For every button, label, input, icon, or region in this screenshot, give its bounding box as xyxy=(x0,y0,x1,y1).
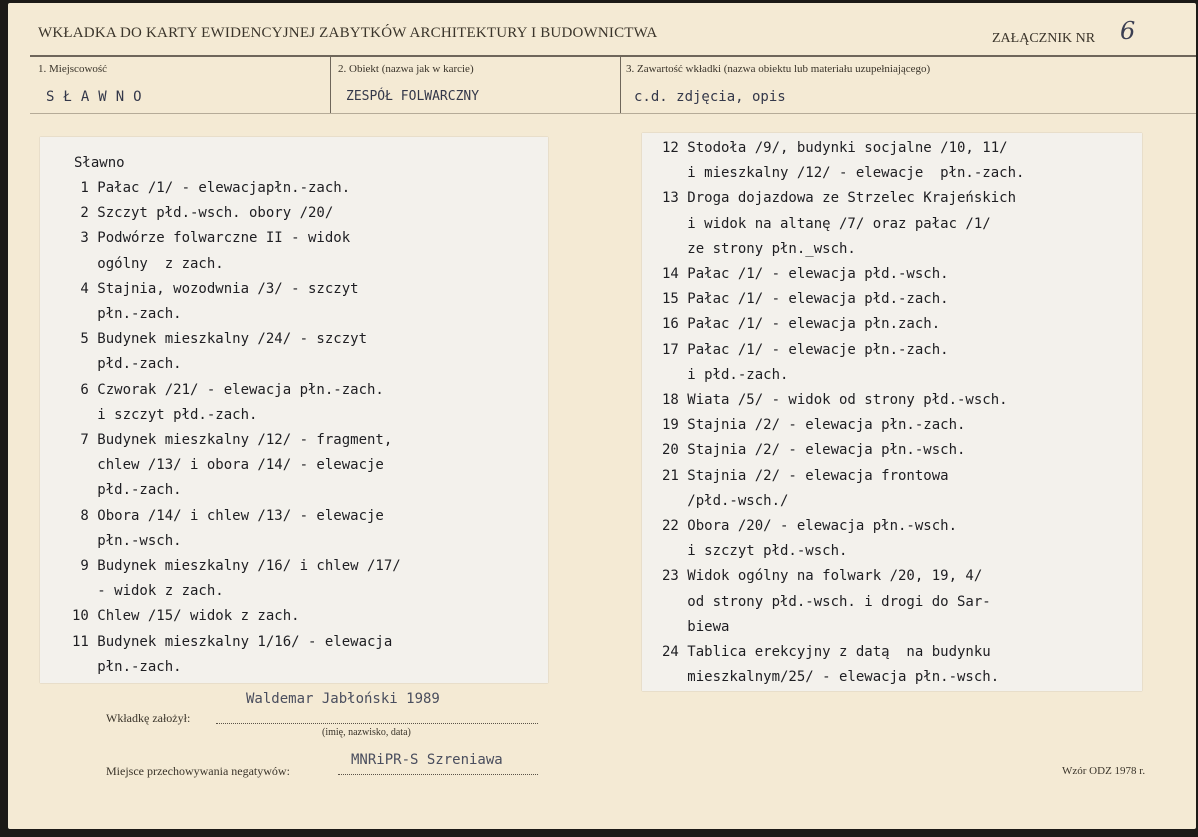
storage-line xyxy=(338,774,538,775)
description-line: płn.-wsch. xyxy=(72,532,182,549)
content-label: 3. Zawartość wkładki (nazwa obiektu lub materiału uzupełniającego) xyxy=(626,63,931,75)
storage-label: Miejsce przechowywania negatywów: xyxy=(106,764,290,778)
description-line: i szczyt płd.-zach. xyxy=(72,406,258,423)
description-line: 6 Czworak /21/ - elewacja płn.-zach. xyxy=(72,381,384,398)
location-label: 1. Miejscowość xyxy=(38,63,108,75)
description-line: od strony płd.-wsch. i drogi do Sar- xyxy=(662,593,991,610)
description-line: 14 Pałac /1/ - elewacja płd.-wsch. xyxy=(662,266,949,283)
description-line: biewa xyxy=(662,618,730,635)
description-line: 22 Obora /20/ - elewacja płn.-wsch. xyxy=(662,518,958,535)
author-line xyxy=(216,723,538,724)
description-line: i widok na altanę /7/ oraz pałac /1/ xyxy=(662,215,991,232)
description-line: 19 Stajnia /2/ - elewacja płn.-zach. xyxy=(662,417,966,434)
right-description-sheet xyxy=(642,133,1142,691)
description-line: ze strony płn._wsch. xyxy=(662,240,856,257)
description-line: 7 Budynek mieszkalny /12/ - fragment, xyxy=(72,432,393,449)
description-line: - widok z zach. xyxy=(72,583,224,600)
left-sheet-lines xyxy=(72,176,401,680)
column-divider-1 xyxy=(330,57,331,113)
description-line: płn.-zach. xyxy=(72,658,182,675)
description-line: i mieszkalny /12/ - elewacje płn.-zach. xyxy=(662,165,1025,182)
description-line: 10 Chlew /15/ widok z zach. xyxy=(72,608,300,625)
description-line: i płd.-zach. xyxy=(662,366,789,383)
description-line: płn.-zach. xyxy=(72,306,182,323)
attachment-number: 6 xyxy=(1120,17,1136,45)
description-line: 17 Pałac /1/ - elewacje płn.-zach. xyxy=(662,341,949,358)
description-line: 23 Widok ogólny na folwark /20, 19, 4/ xyxy=(662,568,983,585)
location-value: SŁAWNO xyxy=(46,89,151,105)
content-value: c.d. zdjęcia, opis xyxy=(634,89,786,105)
left-sheet-heading: Sławno xyxy=(74,155,125,171)
description-line: 18 Wiata /5/ - widok od strony płd.-wsch. xyxy=(662,392,1008,409)
description-line: płd.-zach. xyxy=(72,482,182,499)
description-line: 4 Stajnia, wozodwnia /3/ - szczyt xyxy=(72,280,359,297)
description-line: 21 Stajnia /2/ - elewacja frontowa xyxy=(662,467,949,484)
description-line: 1 Pałac /1/ - elewacjapłn.-zach. xyxy=(72,180,351,196)
description-line: chlew /13/ i obora /14/ - elewacje xyxy=(72,457,384,474)
right-sheet-lines xyxy=(662,136,1024,690)
description-line: płd.-zach. xyxy=(72,356,182,373)
description-line: /płd.-wsch./ xyxy=(662,492,789,509)
record-card xyxy=(8,3,1196,829)
author-value: Waldemar Jabłoński 1989 xyxy=(246,691,440,707)
object-label: 2. Obiekt (nazwa jak w karcie) xyxy=(338,63,474,75)
description-line: 16 Pałac /1/ - elewacja płn.zach. xyxy=(662,316,941,333)
description-line: 15 Pałac /1/ - elewacja płd.-zach. xyxy=(662,291,949,308)
description-line: 2 Szczyt płd.-wsch. obory /20/ xyxy=(72,205,334,222)
form-title: WKŁADKA DO KARTY EWIDENCYJNEJ ZABYTKÓW ARCHITEKTURY I BUDOWNICTWA xyxy=(38,25,658,41)
object-value: ZESPÓŁ FOLWARCZNY xyxy=(346,89,480,104)
author-label: Wkładkę założył: xyxy=(106,711,191,725)
fields-rule xyxy=(30,113,1196,114)
author-hint: (imię, nazwisko, data) xyxy=(322,727,411,738)
column-divider-2 xyxy=(620,57,621,113)
header-rule xyxy=(30,55,1196,57)
description-line: i szczyt płd.-wsch. xyxy=(662,543,848,560)
left-description-sheet xyxy=(40,137,548,683)
storage-value: MNRiPR-S Szreniawa xyxy=(351,752,503,768)
description-line: 5 Budynek mieszkalny /24/ - szczyt xyxy=(72,331,368,348)
description-line: 9 Budynek mieszkalny /16/ i chlew /17/ xyxy=(72,558,401,575)
description-line: mieszkalnym/25/ - elewacja płn.-wsch. xyxy=(662,669,1000,686)
attachment-label: ZAŁĄCZNIK NR xyxy=(992,31,1096,46)
description-line: 24 Tablica erekcyjny z datą na budynku xyxy=(662,644,991,661)
description-line: ogólny z zach. xyxy=(72,255,224,272)
description-line: 13 Droga dojazdowa ze Strzelec Krajeńskich xyxy=(662,190,1017,207)
description-line: 12 Stodoła /9/, budynki socjalne /10, 11/ xyxy=(662,140,1008,156)
form-reference: Wzór ODZ 1978 r. xyxy=(1062,765,1146,777)
description-line: 8 Obora /14/ i chlew /13/ - elewacje xyxy=(72,507,384,524)
description-line: 11 Budynek mieszkalny 1/16/ - elewacja xyxy=(72,633,393,650)
description-line: 20 Stajnia /2/ - elewacja płn.-wsch. xyxy=(662,442,966,459)
description-line: 3 Podwórze folwarczne II - widok xyxy=(72,230,351,247)
